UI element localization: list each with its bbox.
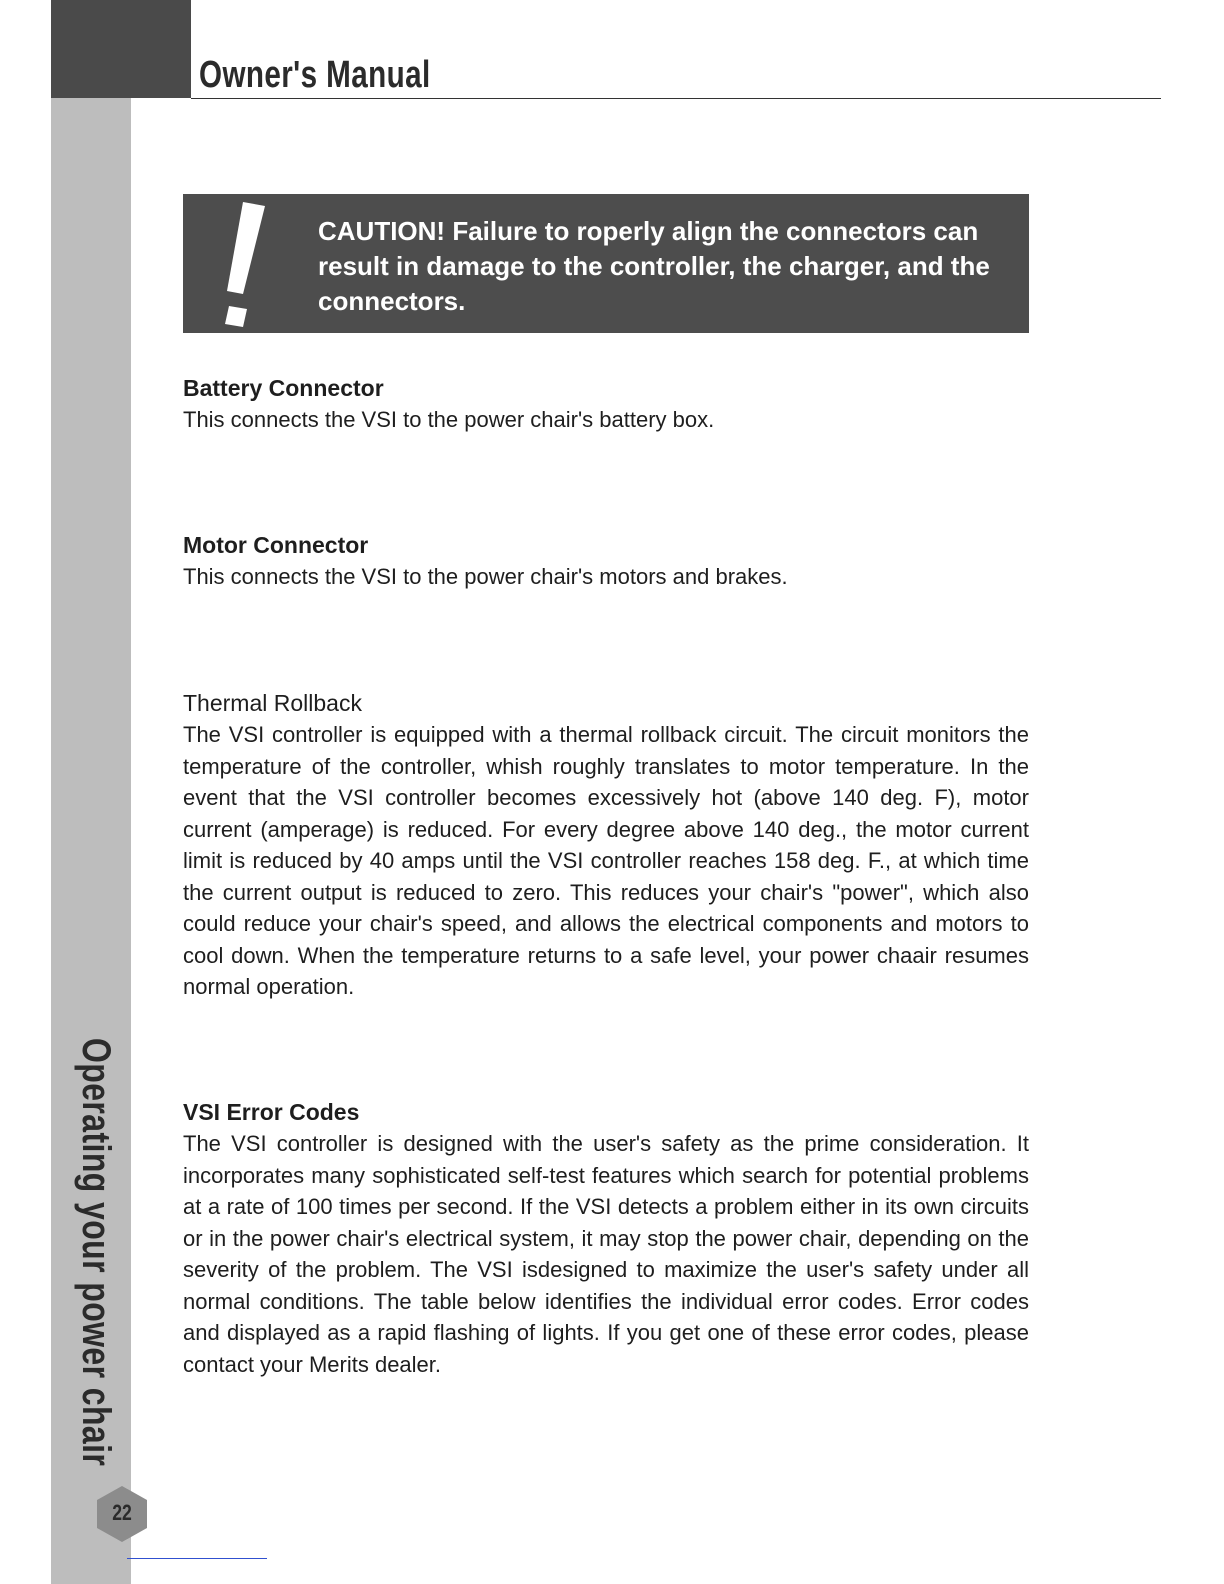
battery-connector-section (183, 372, 1029, 436)
section-body: This connects the VSI to the power chair's battery box. (183, 407, 715, 432)
header-dark-block (51, 0, 191, 98)
page-number: 22 (112, 1500, 132, 1525)
section-body: The VSI controller is designed with the user's safety as the prime consideration. It incorporates many sophisticated self-test features which search for potential problems at a rate of 100 times per second. If the VSI detects a problem either in its own circuits or in the power chair's electrical system, it may stop the power chair, depending on the severity of the problem. The VSI isdesigned to maximize the user's safety under all normal conditions. The table below identifies the individual error codes. Error codes and displayed as a rapid flashing of lights. If you get one of these error codes, please contact your Merits dealer. (183, 1131, 1029, 1377)
caution-box (183, 194, 1029, 333)
motor-connector-section (183, 529, 1029, 593)
section-body: This connects the VSI to the power chair's motors and brakes. (183, 564, 788, 589)
section-body: The VSI controller is equipped with a thermal rollback circuit. The circuit monitors the temperature of the controller, whish roughly translates to motor temperature. In the event that the VSI controller becomes excessively hot (above 140 deg. F), motor current (amperage) is reduced. For every degree above 140 deg., the motor current limit is reduced by 40 amps until the VSI controller reaches 158 deg. F., at which time the current output is reduced to zero. This reduces your chair's "power", which also could reduce your chair's speed, and allows the electrical components and motors to cool down. When the temperature returns to a safe level, your power chaair resumes normal operation. (183, 722, 1029, 999)
header-rule (191, 98, 1161, 99)
footer-link-line (127, 1558, 267, 1559)
thermal-rollback-section (183, 687, 1029, 1003)
vsi-error-codes-section (183, 1096, 1029, 1380)
section-heading: VSI Error Codes (183, 1099, 360, 1125)
section-heading: Thermal Rollback (183, 690, 362, 716)
section-heading: Battery Connector (183, 375, 384, 401)
caution-text: CAUTION! Failure to roperly align the connectors can result in damage to the controller, the charger, and the connectors. (318, 216, 990, 316)
side-tab-label-text: Operating your power chair (74, 1038, 118, 1467)
exclamation-icon (183, 194, 313, 333)
page-title: Owner's Manual (199, 54, 431, 96)
section-heading: Motor Connector (183, 532, 369, 558)
